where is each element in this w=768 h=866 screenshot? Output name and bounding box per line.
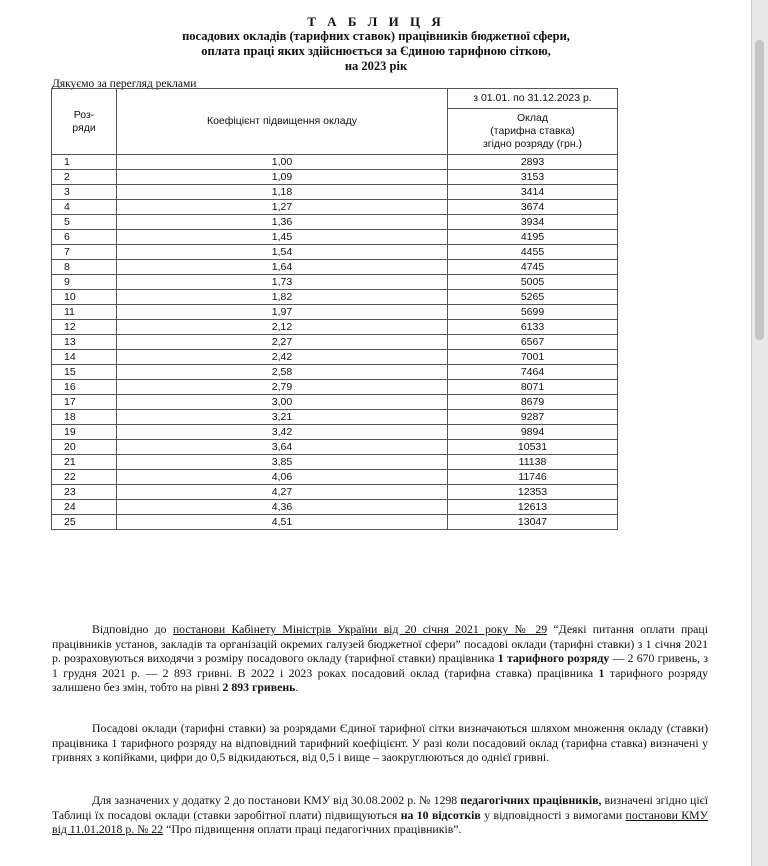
coefficient-cell: 1,00: [117, 155, 448, 170]
coefficient-cell: 2,12: [117, 320, 448, 335]
document-title: Т А Б Л И Ц Я: [307, 14, 445, 29]
salary-cell: 12353: [448, 485, 618, 500]
salary-cell: 8679: [448, 395, 618, 410]
resolution-29-link[interactable]: постанови Кабінету Міністрів України від 20 січня 2021 року № 29: [172, 622, 548, 636]
rank-cell: 21: [52, 455, 117, 470]
rank-cell: 20: [52, 440, 117, 455]
salary-cell: 11138: [448, 455, 618, 470]
coefficient-cell: 2,58: [117, 365, 448, 380]
coefficient-cell: 2,42: [117, 350, 448, 365]
paragraph-teachers: [52, 793, 708, 837]
salary-cell: 4455: [448, 245, 618, 260]
header-salary: Оклад (тарифна ставка) згідно розряду (грн.): [448, 109, 618, 155]
table-row: [52, 515, 618, 530]
paragraph-resolution-29: [52, 622, 708, 695]
p3-text-d: “Про підвищення оплати праці педагогічних працівників”.: [163, 822, 462, 836]
salary-cell: 10531: [448, 440, 618, 455]
coefficient-cell: 3,21: [117, 410, 448, 425]
header-rank: Роз- ряди: [52, 89, 117, 155]
coefficient-cell: 1,36: [117, 215, 448, 230]
salary-cell: 8071: [448, 380, 618, 395]
rank-cell: 5: [52, 215, 117, 230]
salary-cell: 9287: [448, 410, 618, 425]
p1-text-c: — 2 670 гривень, з 1 грудня 2021 р. — 2 893 гривні. В 2022 і 2023 роках посадовий оклад (тарифна ставка) працівника: [52, 651, 708, 680]
coefficient-cell: 3,85: [117, 455, 448, 470]
salary-cell: 4195: [448, 230, 618, 245]
rank-cell: 25: [52, 515, 117, 530]
rank-cell: 19: [52, 425, 117, 440]
rank-cell: 12: [52, 320, 117, 335]
rank-cell: 3: [52, 185, 117, 200]
p1-text-d: тарифного розряду залишено без змін, тобто на рівні: [52, 665, 708, 694]
table-row: [52, 380, 618, 395]
p1-bold-one: 1: [598, 665, 605, 680]
coefficient-cell: 1,97: [117, 305, 448, 320]
salary-cell: 3153: [448, 170, 618, 185]
rank-cell: 17: [52, 395, 117, 410]
table-row: [52, 470, 618, 485]
coefficient-cell: 1,64: [117, 260, 448, 275]
table-row: [52, 440, 618, 455]
salary-cell: 5265: [448, 290, 618, 305]
table-row: [52, 275, 618, 290]
p1-bold-rank: 1 тарифного розряду: [497, 651, 610, 665]
rank-cell: 13: [52, 335, 117, 350]
p1-text-a: Відповідно до: [92, 622, 173, 636]
coefficient-cell: 1,45: [117, 230, 448, 245]
rank-cell: 14: [52, 350, 117, 365]
salary-cell: 4745: [448, 260, 618, 275]
rank-cell: 22: [52, 470, 117, 485]
header-period: з 01.01. по 31.12.2023 р.: [448, 89, 618, 109]
salary-cell: 2893: [448, 155, 618, 170]
table-row: [52, 230, 618, 245]
p3-bold-percent: на 10 відсотків: [400, 807, 481, 822]
p1-text-e: .: [295, 680, 299, 694]
title-line-3: на 2023 рік: [344, 59, 408, 73]
rank-cell: 18: [52, 410, 117, 425]
salary-cell: 9894: [448, 425, 618, 440]
table-row: [52, 305, 618, 320]
p2-text: Посадові оклади (тарифні ставки) за розрядами Єдиної тарифної сітки визначаються шляхом множення окладу (ставки) працівника 1 тарифного розряду на відповідний тарифний коефіцієнт. У разі коли посадовий оклад (тарифна ставка) визначені у гривнях з копійками, цифри до 0,5 відкидаються, від 0,5 і вище – заокруглюються до однієї гривні.: [52, 721, 708, 764]
salary-cell: 5699: [448, 305, 618, 320]
table-row: [52, 290, 618, 305]
coefficient-cell: 3,42: [117, 425, 448, 440]
document-header: [0, 14, 752, 74]
rank-cell: 24: [52, 500, 117, 515]
rank-cell: 1: [52, 155, 117, 170]
rank-cell: 16: [52, 380, 117, 395]
p3-text-c: у відповідності з вимогами: [480, 807, 626, 822]
table-row: [52, 455, 618, 470]
table-row: [52, 500, 618, 515]
coefficient-cell: 1,82: [117, 290, 448, 305]
rank-cell: 4: [52, 200, 117, 215]
resolution-22-link[interactable]: постанови КМУ від 11.01.2018 р. № 22: [52, 807, 709, 836]
title-line-1: посадових окладів (тарифних ставок) працівників бюджетної сфери,: [182, 29, 570, 43]
table-row: [52, 425, 618, 440]
coefficient-cell: 1,54: [117, 245, 448, 260]
table-row: [52, 410, 618, 425]
coefficient-cell: 1,73: [117, 275, 448, 290]
table-row: [52, 200, 618, 215]
table-row: [52, 170, 618, 185]
table-row: [52, 365, 618, 380]
salary-cell: 11746: [448, 470, 618, 485]
p3-text-a: Для зазначених у додатку 2 до постанови КМУ від 30.08.2002 р. № 1298: [92, 793, 461, 807]
header-coefficient: Коефіцієнт підвищення окладу: [117, 89, 448, 155]
table-row: [52, 215, 618, 230]
coefficient-cell: 4,27: [117, 485, 448, 500]
coefficient-cell: 2,79: [117, 380, 448, 395]
vertical-scrollbar[interactable]: [751, 0, 768, 866]
coefficient-cell: 1,27: [117, 200, 448, 215]
table-row: [52, 395, 618, 410]
coefficient-cell: 3,00: [117, 395, 448, 410]
rank-cell: 2: [52, 170, 117, 185]
rank-cell: 11: [52, 305, 117, 320]
salary-cell: 7464: [448, 365, 618, 380]
rank-cell: 15: [52, 365, 117, 380]
table-row: [52, 485, 618, 500]
salary-cell: 12613: [448, 500, 618, 515]
ad-thanks-text: Дякуємо за перегляд реклами: [52, 78, 197, 90]
coefficient-cell: 4,06: [117, 470, 448, 485]
table-row: [52, 320, 618, 335]
salary-table: [51, 88, 618, 530]
p3-bold-teachers: педагогічних працівників,: [460, 793, 602, 807]
salary-cell: 6133: [448, 320, 618, 335]
salary-cell: 3934: [448, 215, 618, 230]
rank-cell: 10: [52, 290, 117, 305]
table-row: [52, 185, 618, 200]
salary-cell: 13047: [448, 515, 618, 530]
table-header-row: [52, 89, 618, 109]
coefficient-cell: 2,27: [117, 335, 448, 350]
paragraph-calculation-rule: [52, 721, 708, 765]
coefficient-cell: 3,64: [117, 440, 448, 455]
salary-table-body: [52, 89, 618, 530]
rank-cell: 9: [52, 275, 117, 290]
table-row: [52, 260, 618, 275]
title-line-2: оплата праці яких здійснюється за Єдиною тарифною сіткою,: [201, 44, 551, 58]
coefficient-cell: 4,36: [117, 500, 448, 515]
p3-text-b: визначені згідно цієї Таблиці їх посадові оклади (ставки заробітної плати) підвищуються: [52, 793, 708, 822]
salary-cell: 5005: [448, 275, 618, 290]
table-row: [52, 335, 618, 350]
p1-text-b: “Деякі питання оплати праці працівників установ, закладів та організацій окремих галузей бюджетної сфери” посадові оклади (тарифні ставки) з 1 січня 2021 р. розраховуються виходячи з розміру посадового окладу (тарифної ставки) працівника: [52, 622, 708, 665]
scrollbar-thumb[interactable]: [755, 40, 764, 340]
p1-bold-amount: 2 893 гривень: [222, 680, 296, 694]
salary-cell: 7001: [448, 350, 618, 365]
salary-cell: 6567: [448, 335, 618, 350]
table-row: [52, 155, 618, 170]
salary-cell: 3674: [448, 200, 618, 215]
table-row: [52, 350, 618, 365]
table-row: [52, 245, 618, 260]
coefficient-cell: 1,18: [117, 185, 448, 200]
salary-cell: 3414: [448, 185, 618, 200]
rank-cell: 8: [52, 260, 117, 275]
rank-cell: 7: [52, 245, 117, 260]
coefficient-cell: 4,51: [117, 515, 448, 530]
rank-cell: 6: [52, 230, 117, 245]
rank-cell: 23: [52, 485, 117, 500]
coefficient-cell: 1,09: [117, 170, 448, 185]
